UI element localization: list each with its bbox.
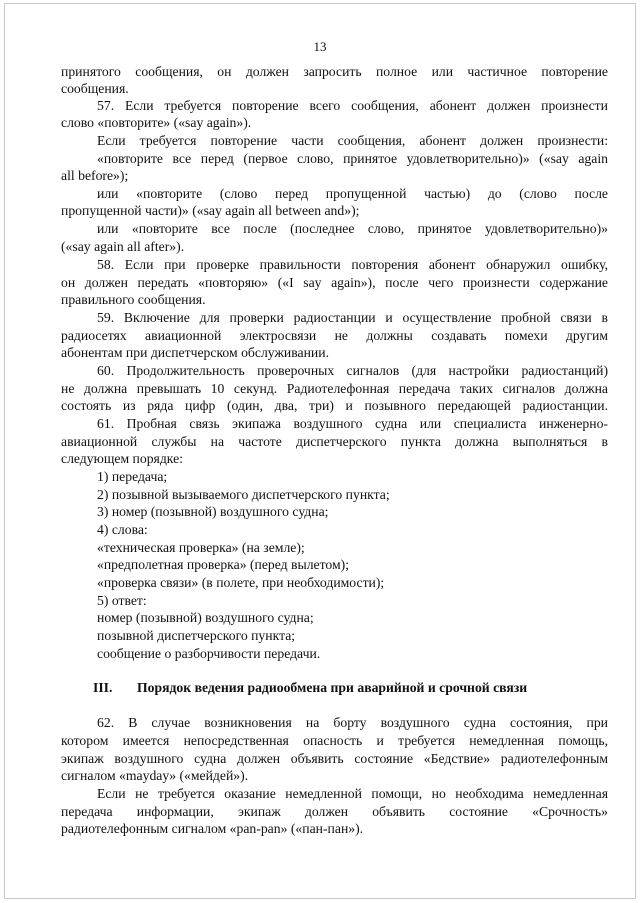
list-item: 3) номер (позывной) воздушного судна; (97, 504, 329, 519)
text-line: состоять из ряда цифр (один, два, три) и позывного передающей радиостанции. (61, 398, 608, 413)
list-item: «техническая проверка» (на земле); (97, 540, 305, 555)
text-line: правильного сообщения. (61, 292, 206, 307)
page-number: 13 (313, 39, 327, 54)
text-line: передача информации, экипаж должен объявить состояние «Срочность» (61, 804, 608, 819)
text-line: не должна превышать 10 секунд. Радиотелефонная передача таких сигналов должна (61, 381, 608, 396)
text-line: 59. Включение для проверки радиостанции и осуществление пробной связи в (97, 310, 608, 325)
text-line: all before»); (61, 168, 129, 183)
list-item: номер (позывной) воздушного судна; (97, 610, 314, 625)
text-line: следующем порядке: (61, 451, 183, 466)
section-title: Порядок ведения радиообмена при аварийной и срочной связи (137, 680, 528, 695)
text-line: 61. Пробная связь экипажа воздушного судна или специалиста инженерно- (97, 416, 608, 431)
list-item: 2) позывной вызываемого диспетчерского пункта; (97, 487, 390, 502)
section-heading (93, 680, 613, 696)
list-item: позывной диспетчерского пункта; (97, 628, 296, 643)
text-line: котором имеется непосредственная опасность и требуется немедленная помощь, (61, 733, 608, 748)
text-line: сообщения. (61, 81, 129, 96)
text-line: 62. В случае возникновения на борту воздушного судна состояния, при (97, 715, 608, 730)
text-line: он должен передать «повторяю» («I say again»), после чего произнести содержание (61, 275, 608, 290)
text-line: 57. Если требуется повторение всего сообщения, абонент должен произнести (97, 98, 608, 113)
text-line: 60. Продолжительность проверочных сигналов (для настройки радиостанций) (97, 363, 608, 378)
text-line: слово «повторите» («say again»). (61, 115, 252, 130)
text-line: Если не требуется оказание немедленной помощи, но необходима немедленная (97, 786, 608, 801)
text-line: радиотелефонным сигналом «pan-pan» («пан-пан»). (61, 821, 364, 836)
text-line: авиационной службы на частоте диспетчерского пункта должна выполняться в (61, 434, 608, 449)
text-line: принятого сообщения, он должен запросить полное или частичное повторение (61, 64, 608, 79)
list-item: сообщение о разборчивости передачи. (97, 646, 321, 661)
text-line: («say again all after»). (61, 239, 185, 254)
text-line: радиосетях авиационной электросвязи не должны создавать помехи другим (61, 328, 608, 343)
text-line: пропущенной части)» («say again all between and»); (61, 203, 360, 218)
list-item: 4) слова: (97, 522, 148, 537)
list-item: 5) ответ: (97, 593, 147, 608)
list-item: «проверка связи» (в полете, при необходимости); (97, 575, 385, 590)
text-line: 58. Если при проверке правильности повторения абонент обнаружил ошибку, (97, 257, 608, 272)
text-line: сигналом «mayday» («мейдей»). (61, 768, 249, 783)
list-item: 1) передача; (97, 469, 168, 484)
text-line: экипаж воздушного судна должен объявить состояние «Бедствие» радиотелефонным (61, 751, 608, 766)
text-line: «повторите все перед (первое слово, принятое удовлетворительно)» («say again (97, 151, 608, 166)
text-line: или «повторите (слово перед пропущенной частью) до (слово после (97, 186, 608, 201)
section-number: III. (93, 680, 113, 695)
list-item: «предполетная проверка» (перед вылетом); (97, 557, 350, 572)
text-line: абонентам при диспетчерском обслуживании. (61, 345, 329, 360)
text-line: или «повторите все после (последнее слово, принятое удовлетворительно)» (97, 221, 608, 236)
text-line: Если требуется повторение части сообщения, абонент должен произнести: (97, 133, 608, 148)
